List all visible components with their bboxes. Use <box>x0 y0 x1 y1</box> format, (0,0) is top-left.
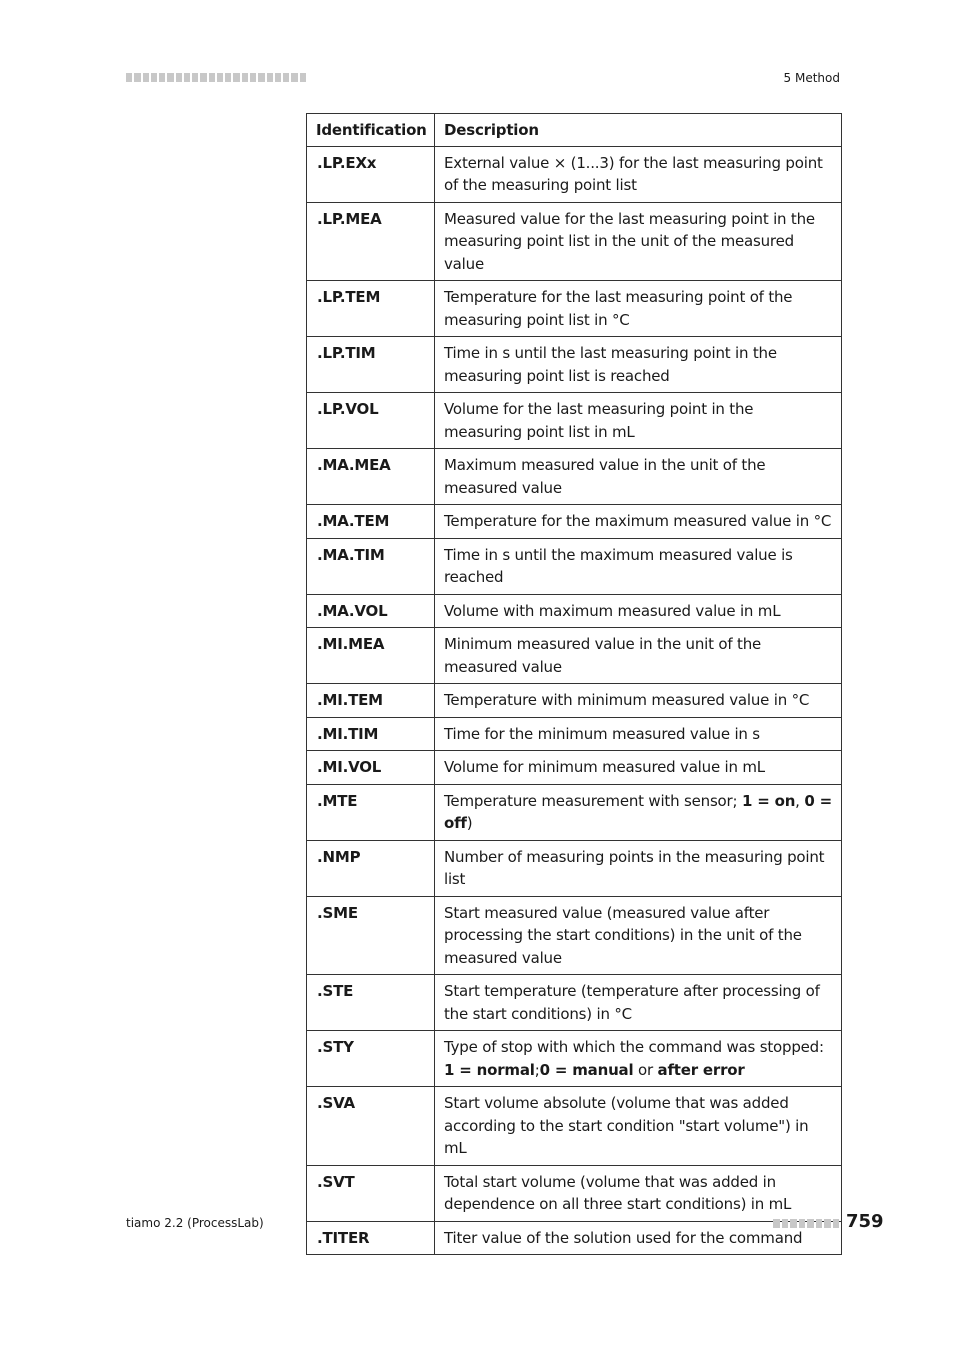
footer-decoration <box>773 1219 839 1228</box>
table-row <box>307 1031 842 1087</box>
identifier-cell: .MA.TIM <box>307 538 435 594</box>
identifier-cell: .MI.TEM <box>307 684 435 718</box>
identifier-cell: .LP.MEA <box>307 202 435 281</box>
description-cell: Maximum measured value in the unit of the measured value <box>435 449 842 505</box>
description-text: ; <box>534 1060 540 1079</box>
description-cell: Volume for minimum measured value in mL <box>435 751 842 785</box>
table-row <box>307 281 842 337</box>
identifier-cell: .MI.TIM <box>307 717 435 751</box>
value-emphasis: 0 = manual <box>539 1060 634 1079</box>
identifier-cell: .LP.TIM <box>307 337 435 393</box>
table-row <box>307 896 842 975</box>
description-cell: Volume with maximum measured value in mL <box>435 594 842 628</box>
identifier-cell: .LP.EXx <box>307 146 435 202</box>
identifier-cell: .MI.MEA <box>307 628 435 684</box>
identifier-cell: .SVA <box>307 1087 435 1166</box>
identifier-cell: .NMP <box>307 840 435 896</box>
description-cell: Temperature with minimum measured value in °C <box>435 684 842 718</box>
header-decoration <box>126 73 306 82</box>
description-cell: Temperature for the last measuring point of the measuring point list in °C <box>435 281 842 337</box>
identifier-cell: .MI.VOL <box>307 751 435 785</box>
description-cell: Time in s until the last measuring point in the measuring point list is reached <box>435 337 842 393</box>
table-row <box>307 628 842 684</box>
identifier-cell: .STY <box>307 1031 435 1087</box>
identifier-cell: .MA.TEM <box>307 505 435 539</box>
column-header-description: Description <box>435 114 842 147</box>
description-cell <box>435 1031 842 1087</box>
description-cell: Volume for the last measuring point in the measuring point list in mL <box>435 393 842 449</box>
footer-product: tiamo 2.2 (ProcessLab) <box>126 1216 264 1230</box>
table-row <box>307 717 842 751</box>
description-cell: Number of measuring points in the measuring point list <box>435 840 842 896</box>
value-emphasis: after error <box>657 1060 745 1079</box>
description-cell: Titer value of the solution used for the command <box>435 1221 842 1255</box>
description-cell: Start temperature (temperature after processing of the start conditions) in °C <box>435 975 842 1031</box>
description-text: Temperature measurement with sensor; <box>444 791 742 810</box>
identifier-cell: .SVT <box>307 1165 435 1221</box>
description-cell: Total start volume (volume that was added in dependence on all three start conditions) in mL <box>435 1165 842 1221</box>
identifier-cell: .MA.MEA <box>307 449 435 505</box>
description-text: ) <box>466 814 473 832</box>
description-text: Type of stop with which the command was stopped: <box>444 1038 824 1056</box>
description-cell: External value × (1...3) for the last measuring point of the measuring point list <box>435 146 842 202</box>
table-row <box>307 975 842 1031</box>
table-row <box>307 393 842 449</box>
identifier-cell: .MA.VOL <box>307 594 435 628</box>
identifier-cell: .TITER <box>307 1221 435 1255</box>
description-cell: Temperature for the maximum measured value in °C <box>435 505 842 539</box>
identifier-cell: .LP.TEM <box>307 281 435 337</box>
parameter-table <box>306 113 842 1255</box>
description-cell: Start measured value (measured value after processing the start conditions) in the unit of the measured value <box>435 896 842 975</box>
column-header-identification: Identification <box>307 114 435 147</box>
description-cell <box>435 784 842 840</box>
table-row <box>307 1087 842 1166</box>
description-cell: Time for the minimum measured value in s <box>435 717 842 751</box>
table-row <box>307 1221 842 1255</box>
identifier-cell: .MTE <box>307 784 435 840</box>
table-row <box>307 1165 842 1221</box>
identifier-cell: .SME <box>307 896 435 975</box>
description-cell: Measured value for the last measuring point in the measuring point list in the unit of the measured value <box>435 202 842 281</box>
table-row <box>307 751 842 785</box>
table-header-row <box>307 114 842 147</box>
header-section: 5 Method <box>783 71 840 85</box>
table-row <box>307 684 842 718</box>
table-row <box>307 202 842 281</box>
value-emphasis: 0 = off <box>444 791 832 832</box>
table-row <box>307 449 842 505</box>
description-text: or <box>633 1060 658 1079</box>
table-row <box>307 337 842 393</box>
table-row <box>307 505 842 539</box>
table-body <box>307 146 842 1255</box>
table-row <box>307 594 842 628</box>
table-row <box>307 538 842 594</box>
value-emphasis: 1 = normal <box>444 1060 535 1079</box>
description-cell: Minimum measured value in the unit of the measured value <box>435 628 842 684</box>
table-row <box>307 784 842 840</box>
description-cell: Start volume absolute (volume that was added according to the start condition "start volume") in mL <box>435 1087 842 1166</box>
table-row <box>307 840 842 896</box>
page-number: 759 <box>846 1211 884 1232</box>
description-cell: Time in s until the maximum measured value is reached <box>435 538 842 594</box>
value-emphasis: 1 = on <box>741 791 796 810</box>
identifier-cell: .LP.VOL <box>307 393 435 449</box>
description-text: , <box>795 791 805 810</box>
table-row <box>307 146 842 202</box>
identifier-cell: .STE <box>307 975 435 1031</box>
